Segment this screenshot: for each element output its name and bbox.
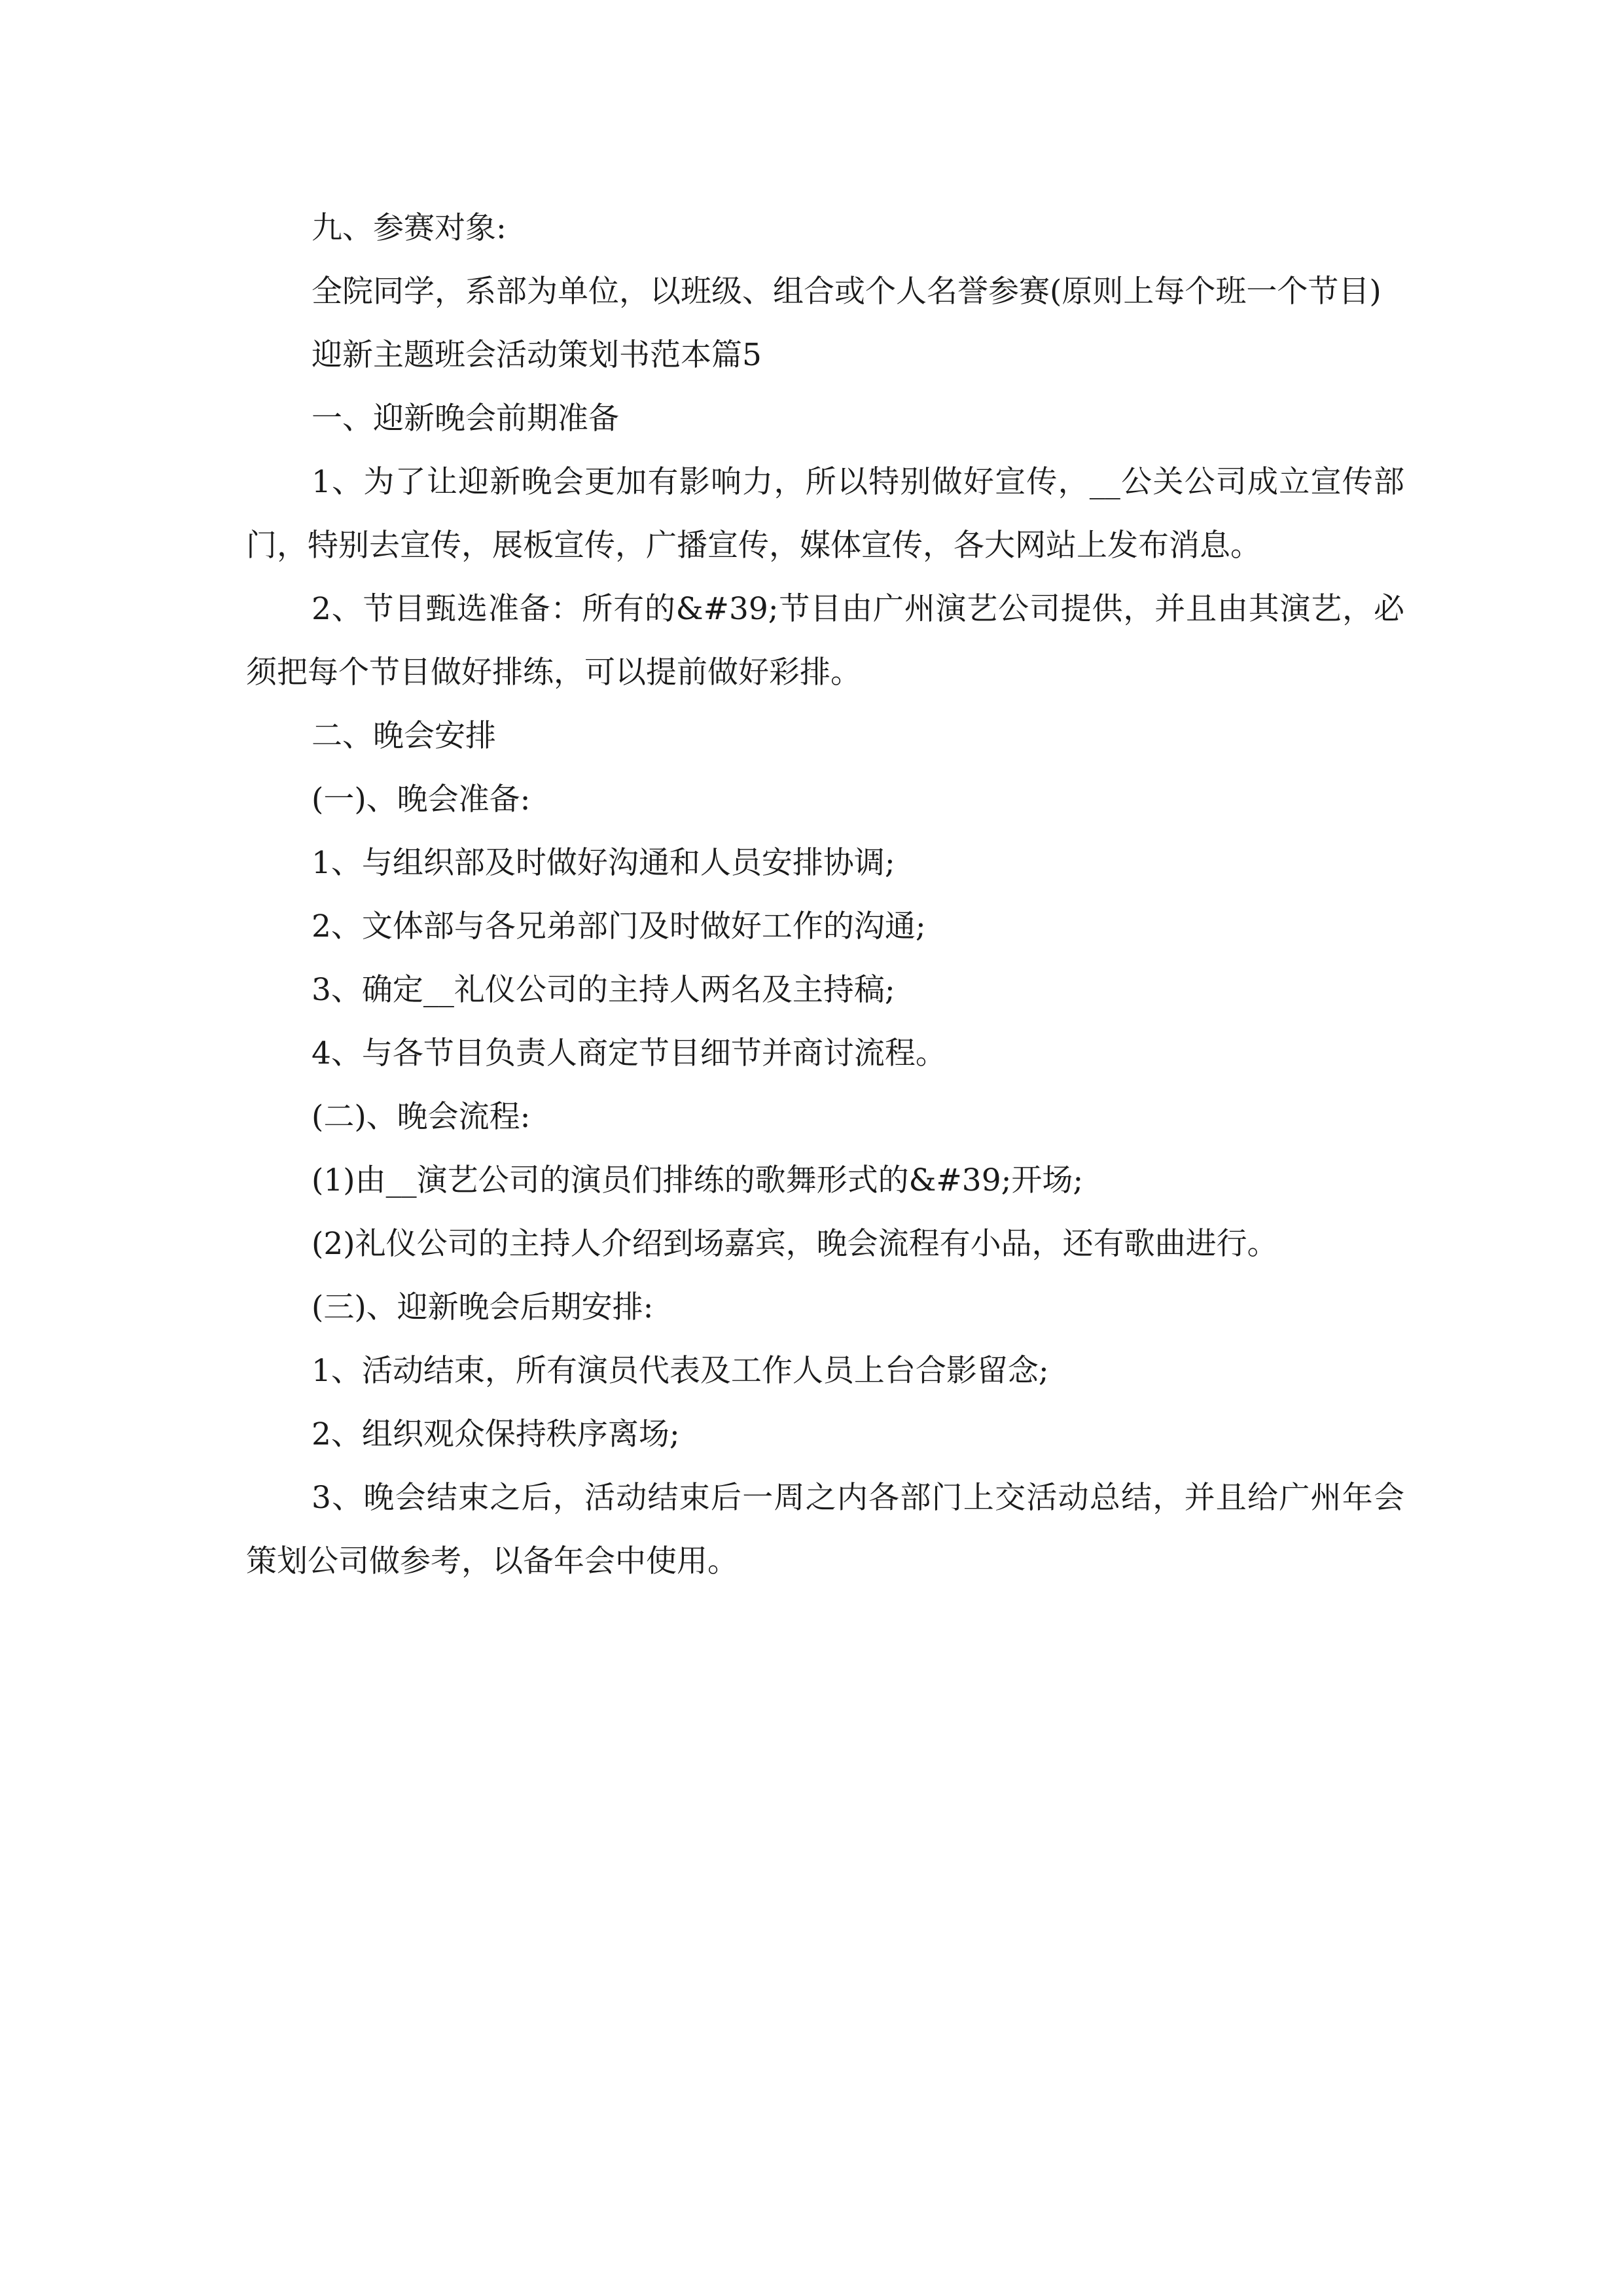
paragraph-post-item-2: 2、组织观众保持秩序离场; — [312, 1416, 680, 1452]
paragraph-subsection-2-heading: (二)、晚会流程: — [312, 1099, 531, 1135]
paragraph-prep-item-2: 2、文体部与各兄弟部门及时做好工作的沟通; — [312, 908, 926, 944]
paragraph-article-title: 迎新主题班会活动策划书范本篇5 — [312, 337, 762, 373]
paragraph-flow-item-2: (2)礼仪公司的主持人介绍到场嘉宾，晚会流程有小品，还有歌曲进行。 — [312, 1226, 1278, 1262]
paragraph-section-9-heading: 九、参赛对象: — [312, 210, 507, 246]
paragraph-prep-item-1: 1、与组织部及时做好沟通和人员安排协调; — [312, 845, 895, 881]
paragraph-subsection-3-heading: (三)、迎新晚会后期安排: — [312, 1289, 654, 1325]
paragraph-section-2-heading: 二、晚会安排 — [312, 718, 496, 754]
document-body — [246, 196, 1404, 1593]
paragraph-program-selection: 2、节目甄选准备：所有的&#39;节目由广州演艺公司提供，并且由其演艺，必须把每个节目做好排练，可以提前做好彩排。 — [246, 591, 1404, 691]
paragraph-participants: 全院同学，系部为单位，以班级、组合或个人名誉参赛(原则上每个班一个节目) — [312, 274, 1382, 310]
paragraph-publicity: 1、为了让迎新晚会更加有影响力，所以特别做好宣传，__公关公司成立宣传部门，特别去宣传，展板宣传，广播宣传，媒体宣传，各大网站上发布消息。 — [246, 464, 1404, 564]
paragraph-prep-item-4: 4、与各节目负责人商定节目细节并商讨流程。 — [312, 1035, 946, 1071]
paragraph-post-item-3: 3、晚会结束之后，活动结束后一周之内各部门上交活动总结，并且给广州年会策划公司做参考，以备年会中使用。 — [246, 1480, 1404, 1579]
paragraph-subsection-1-heading: (一)、晚会准备: — [312, 781, 531, 817]
paragraph-flow-item-1: (1)由__演艺公司的演员们排练的歌舞形式的&#39;开场; — [312, 1162, 1084, 1198]
paragraph-prep-item-3: 3、确定__礼仪公司的主持人两名及主持稿; — [312, 972, 895, 1008]
paragraph-section-1-heading: 一、迎新晚会前期准备 — [312, 401, 619, 437]
paragraph-post-item-1: 1、活动结束，所有演员代表及工作人员上台合影留念; — [312, 1353, 1049, 1389]
